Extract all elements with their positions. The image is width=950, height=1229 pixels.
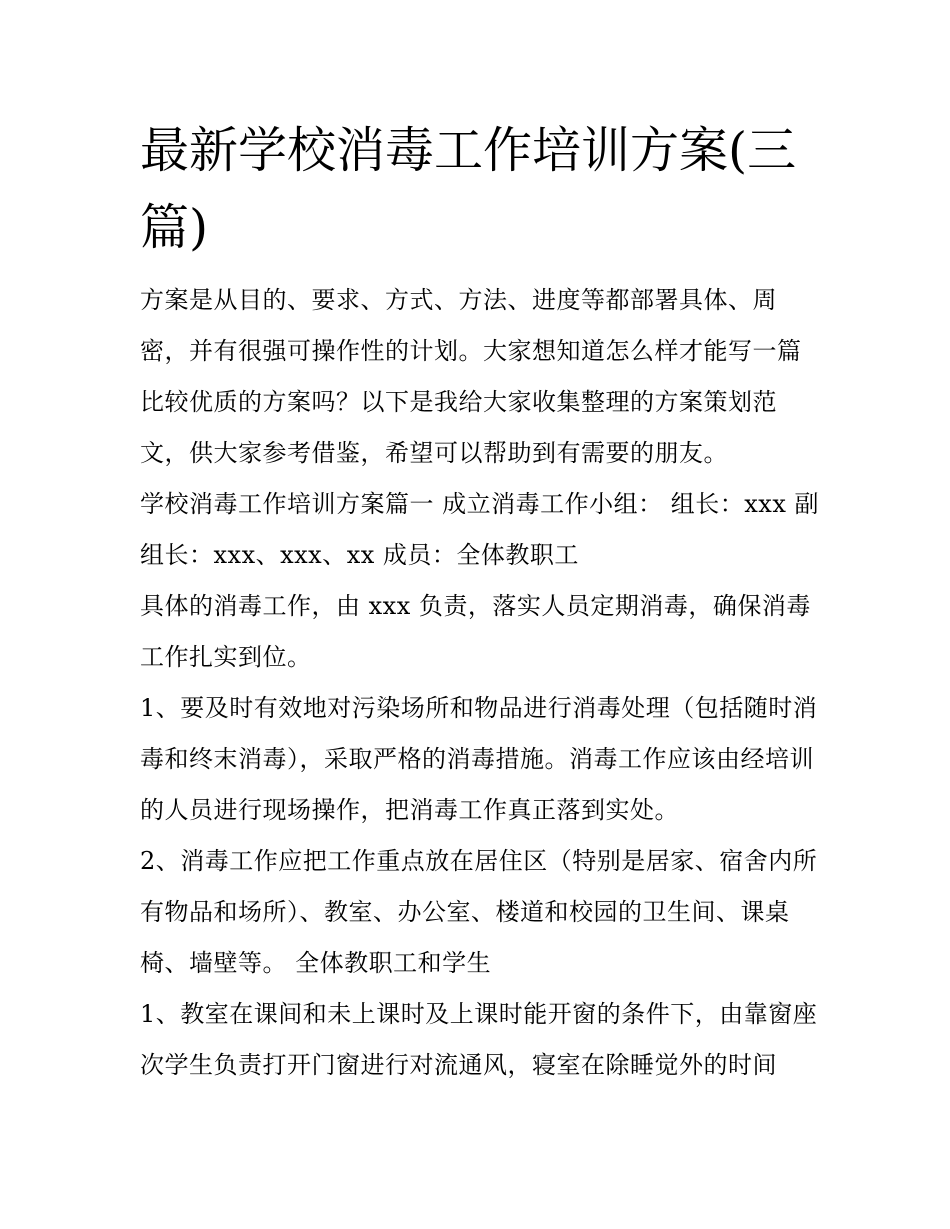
paragraph-intro: 方案是从目的、要求、方式、方法、进度等都部署具体、周密，并有很强可操作性的计划。大家想知道怎么样才能写一篇比较优质的方案吗？以下是我给大家收集整理的方案策划范文，供大家参考借鉴，希望可以帮助到有需要的朋友。 — [140, 286, 802, 467]
paragraph-team: 学校消毒工作培训方案篇一 成立消毒工作小组： 组长：xxx 副组长：xxx、xxx、xx 成员：全体教职工 — [140, 490, 819, 569]
paragraph-item-1: 1、要及时有效地对污染场所和物品进行消毒处理（包括随时消毒和终末消毒），采取严格的消毒措施。消毒工作应该由经培训的人员进行现场操作，把消毒工作真正落到实处。 — [140, 694, 818, 824]
paragraph-item-2: 2、消毒工作应把工作重点放在居住区（特别是居家、宿舍内所有物品和场所）、教室、办公室、楼道和校园的卫生间、课桌椅、墙壁等。 全体教职工和学生 — [140, 847, 818, 977]
document-body — [140, 275, 820, 1091]
document-title: 最新学校消毒工作培训方案(三篇) — [140, 122, 797, 256]
paragraph-responsibility: 具体的消毒工作，由 xxx 负责，落实人员定期消毒，确保消毒工作扎实到位。 — [140, 592, 811, 671]
paragraph-ventilation: 1、教室在课间和未上课时及上课时能开窗的条件下，由靠窗座次学生负责打开门窗进行对流通风，寝室在除睡觉外的时间 — [140, 1000, 818, 1079]
